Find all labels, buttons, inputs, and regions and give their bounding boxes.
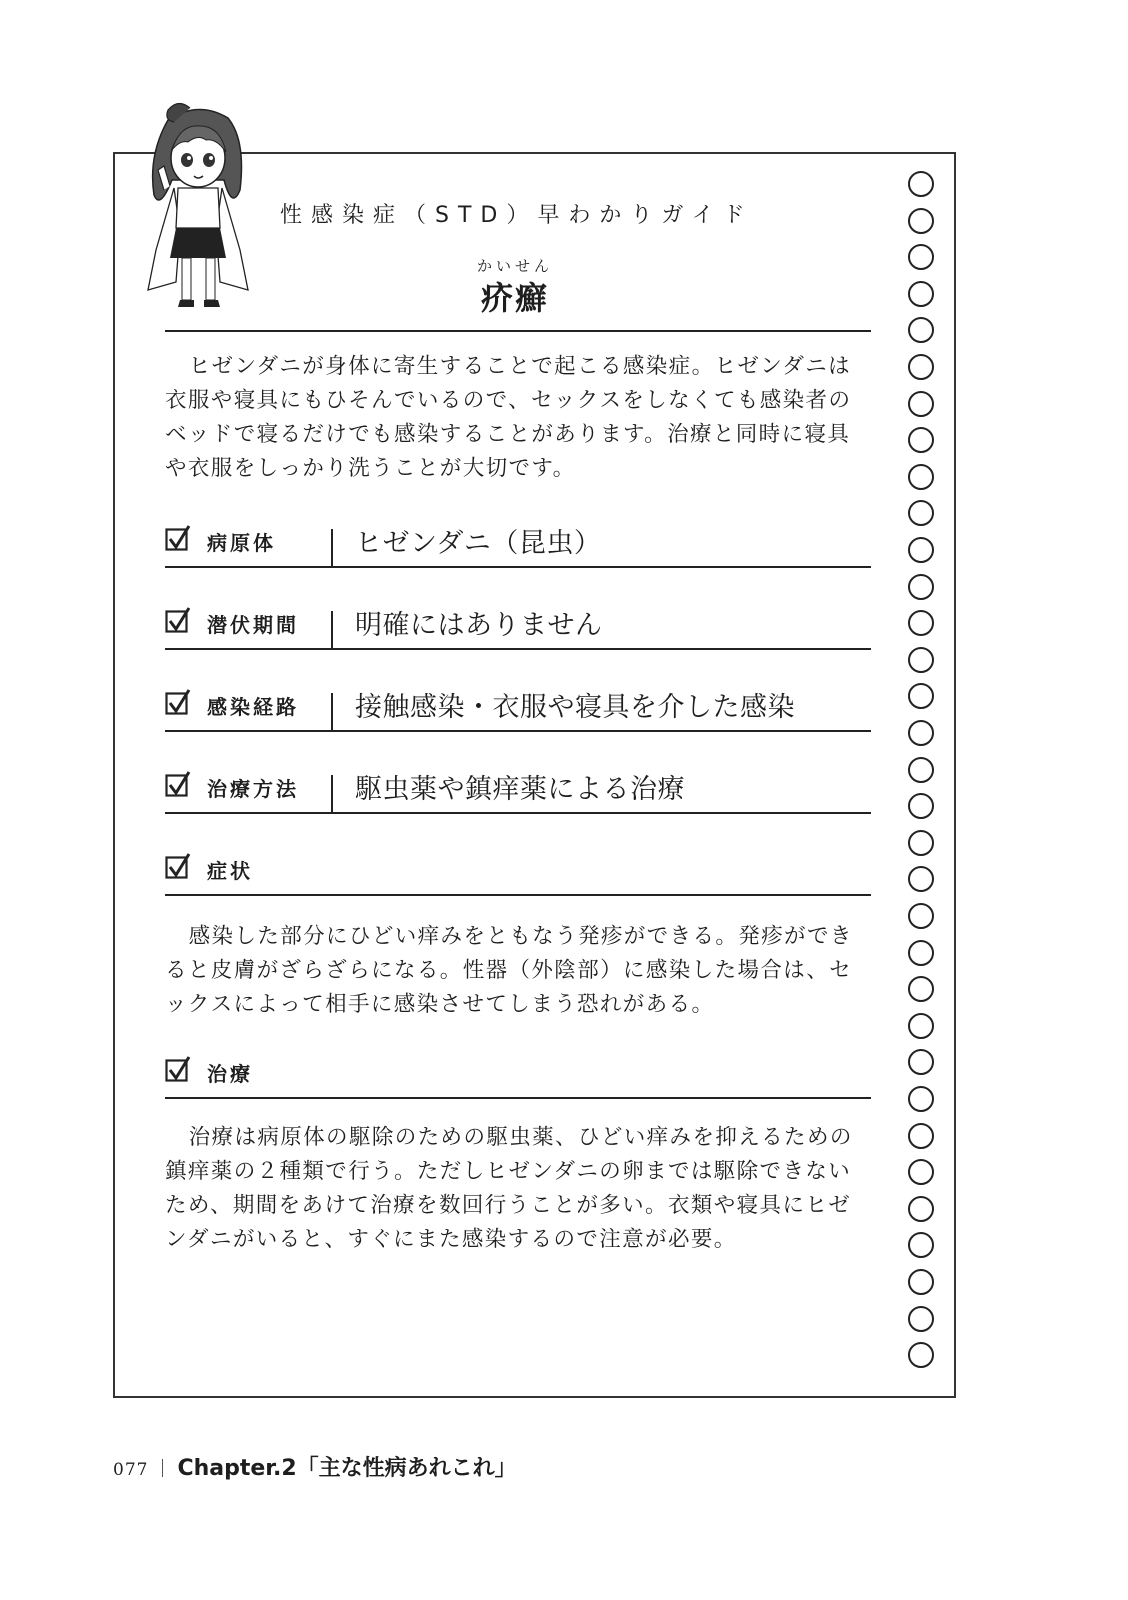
fact-row-pathogen	[165, 517, 871, 567]
row-divider	[165, 648, 871, 650]
treatment-paragraph: 治療は病原体の駆除のための駆虫薬、ひどい痒みを抑えるための鎮痒薬の２種類で行う。ただしヒゼンダニの卵までは駆除できないため、期間をあけて治療を数回行うことが多い。衣類や寝具にヒゼンダニがいると、すぐにまた感染するので注意が必要。	[165, 1125, 853, 1252]
binder-ring-icon	[908, 1342, 934, 1368]
binder-ring-icon	[908, 1269, 934, 1295]
page-title: 疥癬	[480, 279, 549, 317]
checkbox-checked-icon	[165, 607, 191, 633]
binder-ring-icon	[908, 720, 934, 746]
chapter-title: Chapter.2「主な性病あれこれ」	[177, 1456, 517, 1481]
fact-row-treatment-method	[165, 763, 871, 813]
nurse-mascot-illustration	[128, 100, 268, 315]
binder-ring-icon	[908, 464, 934, 490]
guide-title: 性感染症（STD）早わかりガイド	[280, 203, 754, 228]
binder-ring-icon	[908, 391, 934, 417]
fact-label: 感染経路	[207, 695, 299, 719]
binder-ring-icon	[908, 1196, 934, 1222]
footer-separator	[162, 1459, 163, 1477]
fact-row-incubation	[165, 599, 871, 649]
fact-value: 接触感染・衣服や寝具を介した感染	[355, 692, 795, 723]
binder-ring-icon	[908, 354, 934, 380]
binder-ring-icon	[908, 1086, 934, 1112]
binder-ring-icon	[908, 940, 934, 966]
binder-ring-icon	[908, 610, 934, 636]
binder-ring-icon	[908, 574, 934, 600]
binder-ring-icon	[908, 793, 934, 819]
checkbox-checked-icon	[165, 525, 191, 551]
row-divider	[165, 812, 871, 814]
row-divider	[165, 730, 871, 732]
page-number: 077	[113, 1460, 149, 1480]
binder-ring-icon	[908, 171, 934, 197]
binder-ring-icon	[908, 647, 934, 673]
checkbox-checked-icon	[165, 771, 191, 797]
fact-value: 明確にはありません	[355, 610, 603, 641]
fact-label: 治療方法	[207, 777, 299, 801]
checkbox-checked-icon	[165, 1056, 191, 1082]
fact-label: 病原体	[207, 531, 276, 555]
fact-divider	[331, 693, 333, 731]
fact-divider	[331, 775, 333, 813]
title-divider	[165, 330, 871, 332]
binder-ring-icon	[908, 1159, 934, 1185]
section-header-symptoms	[165, 845, 871, 895]
fact-value: 駆虫薬や鎮痒薬による治療	[355, 774, 685, 805]
binder-ring-icon	[908, 757, 934, 783]
binder-ring-icon	[908, 208, 934, 234]
fact-row-route	[165, 681, 871, 731]
binder-ring-icon	[908, 427, 934, 453]
binder-ring-icon	[908, 830, 934, 856]
fact-label: 潜伏期間	[207, 613, 299, 637]
section-header-treatment	[165, 1048, 871, 1098]
title-ruby: かいせん	[476, 257, 553, 275]
row-divider	[165, 566, 871, 568]
binder-ring-icon	[908, 281, 934, 307]
symptoms-paragraph: 感染した部分にひどい痒みをともなう発疹ができる。発疹ができると皮膚がざらざらになる。性器（外陰部）に感染した場合は、セックスによって相手に感染させてしまう恐れがある。	[165, 924, 853, 1017]
section-label: 治療	[207, 1062, 253, 1086]
checkbox-checked-icon	[165, 689, 191, 715]
binder-ring-icon	[908, 1123, 934, 1149]
binder-ring-icon	[908, 1306, 934, 1332]
fact-value: ヒゼンダニ（昆虫）	[355, 528, 602, 559]
binder-ring-icon	[908, 537, 934, 563]
section-divider	[165, 894, 871, 896]
fact-divider	[331, 529, 333, 567]
page-footer	[113, 1451, 517, 1482]
checkbox-checked-icon	[165, 853, 191, 879]
binder-ring-icon	[908, 244, 934, 270]
binder-ring-icon	[908, 903, 934, 929]
binder-ring-icon	[908, 976, 934, 1002]
section-label: 症状	[207, 859, 253, 883]
intro-paragraph: ヒゼンダニが身体に寄生することで起こる感染症。ヒゼンダニは衣服や寝具にもひそんでいるので、セックスをしなくても感染者のベッドで寝るだけでも感染することがあります。治療と同時に寝具や衣服をしっかり洗うことが大切です。	[165, 354, 852, 481]
section-divider	[165, 1097, 871, 1099]
fact-divider	[331, 611, 333, 649]
binder-ring-icon	[908, 1013, 934, 1039]
